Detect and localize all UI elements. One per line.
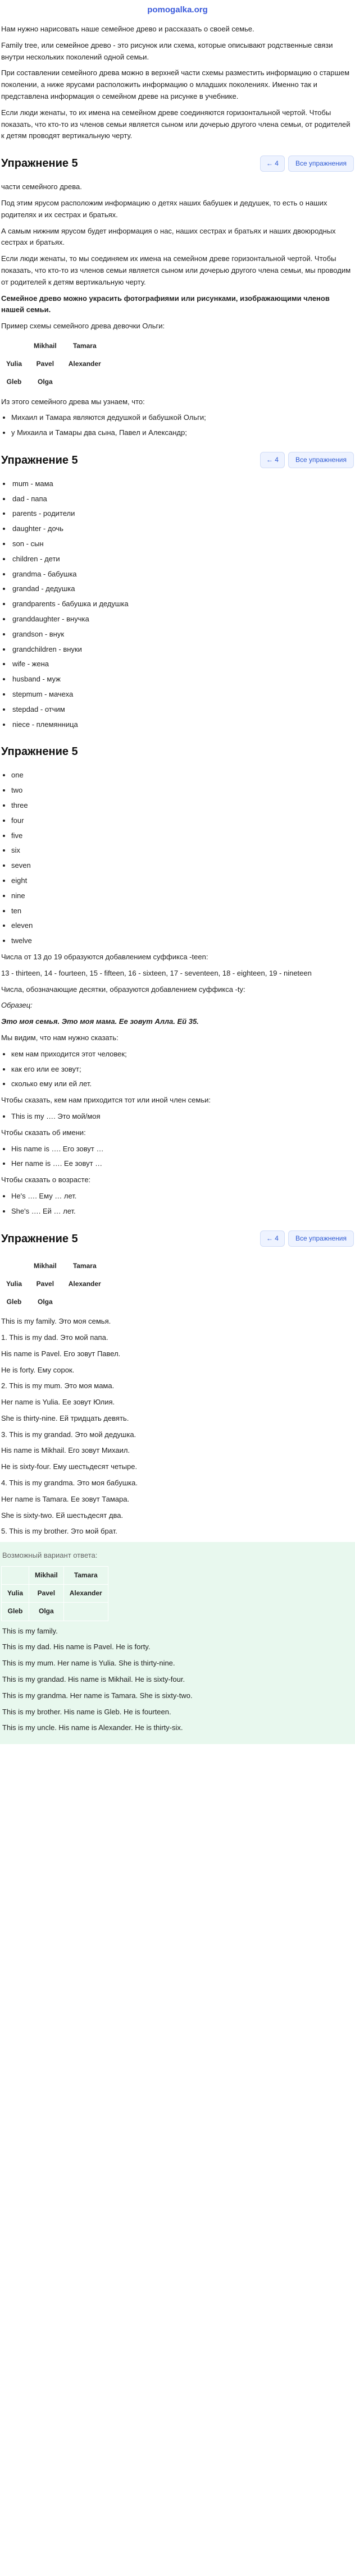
- number-item: • six: [11, 845, 355, 857]
- answer-label: Возможный вариант ответа:: [2, 1551, 98, 1560]
- list-item: • His name is …. Его зовут …: [11, 1143, 355, 1155]
- vocab-item: • stepmum - мачеха: [11, 689, 355, 701]
- number-item: • two: [11, 785, 355, 797]
- list-item: • Михаил и Тамара являются дедушкой и бабушкой Ольги;: [11, 412, 355, 424]
- all-exercises-button[interactable]: Все упражнения: [288, 1230, 354, 1247]
- number-item: • four: [11, 815, 355, 827]
- answer-line: This is my grandad. His name is Mikhail. He is sixty-four.: [2, 1675, 185, 1684]
- sample-label: Образец:: [1, 1001, 33, 1010]
- section-tools: [260, 452, 354, 468]
- family-line: Her name is Yulia. Ее зовут Юлия.: [1, 1398, 115, 1407]
- number-item: • eleven: [11, 920, 355, 932]
- family-line: 3. This is my grandad. Это мой дедушка.: [1, 1430, 136, 1439]
- answer-line: This is my uncle. His name is Alexander. He is thirty-six.: [2, 1723, 183, 1732]
- section-body: [0, 181, 355, 439]
- list-item: • This is my …. Это мой/моя: [11, 1111, 355, 1123]
- family-line: His name is Pavel. Его зовут Павел.: [1, 1349, 121, 1358]
- tree-cell: Yulia: [2, 1585, 29, 1603]
- age-label: Чтобы сказать о возрасте:: [1, 1175, 91, 1184]
- vocab-item: • daughter - дочь: [11, 523, 355, 535]
- all-exercises-button[interactable]: Все упражнения: [288, 155, 354, 172]
- vocab-item: • niece - племянница: [11, 719, 355, 731]
- section-header: [0, 738, 355, 765]
- number-item: • ten: [11, 905, 355, 917]
- tree-cell: Pavel: [28, 1275, 63, 1293]
- age-list: [0, 1191, 355, 1218]
- section-title: Упражнение 5: [1, 454, 78, 466]
- name-list: [0, 1143, 355, 1170]
- tree-cell: Alexander: [62, 355, 107, 373]
- site-logo[interactable]: pomogalka.org: [147, 5, 208, 15]
- family-line: He is forty. Ему сорок.: [1, 1365, 75, 1374]
- vocab-item: • wife - жена: [11, 658, 355, 670]
- section-tools: [260, 155, 354, 172]
- tree-cell-empty: [62, 373, 107, 391]
- learn-label: Из этого семейного древа мы узнаем, что:: [1, 397, 145, 406]
- answer-block: [0, 1542, 355, 1744]
- name-label: Чтобы сказать об имени:: [1, 1128, 86, 1137]
- tree-cell: Olga: [28, 1293, 63, 1311]
- list-item: • как его или ее зовут;: [11, 1064, 355, 1076]
- tree-cell-empty: [63, 1603, 108, 1621]
- tree-cell: Mikhail: [28, 1257, 63, 1275]
- tree-cell-empty: [62, 1293, 107, 1311]
- intro-paragraph: Family tree, или семейное древо - это рисунок или схема, которые описывают родственные связи внутри нескольких поколений одной семьи.: [1, 40, 333, 61]
- intro-block: [0, 24, 355, 142]
- example-label: Пример схемы семейного древа девочки Ольги:: [1, 322, 165, 331]
- teens-list: 13 - thirteen, 14 - fourteen, 15 - fifteen, 16 - sixteen, 17 - seventeen, 18 - eighteen, 19 - nineteen: [1, 968, 312, 977]
- vocab-item: • parents - родители: [11, 508, 355, 520]
- tree-cell: Gleb: [1, 373, 28, 391]
- family-line: She is thirty-nine. Ей тридцать девять.: [1, 1413, 129, 1422]
- vocab-list: [0, 478, 355, 731]
- who-label: Чтобы сказать, кем нам приходится тот или иной член семьи:: [1, 1096, 211, 1105]
- number-item: • nine: [11, 890, 355, 902]
- prev-exercise-button[interactable]: ← 4: [260, 452, 285, 468]
- list-item: • кем нам приходится этот человек;: [11, 1049, 355, 1060]
- number-item: • eight: [11, 875, 355, 887]
- header: [0, 0, 355, 19]
- tree-cell-empty: [2, 1567, 29, 1585]
- need-label: Мы видим, что нам нужно сказать:: [1, 1033, 119, 1042]
- tree-cell-empty: [1, 1257, 28, 1275]
- tree-cell-empty: [1, 337, 28, 355]
- paragraph: Если люди женаты, то мы соединяем их имена на семейном древе горизонтальной чертой. Чтобы показать, что кто-то из членов семьи является сыном или дочерью другого члена семьи, мы проводим от родителей к детям вертикальную черту.: [1, 254, 351, 286]
- number-item: • twelve: [11, 935, 355, 947]
- ty-note: Числа, обозначающие десятки, образуются добавлением суффикса -ty:: [1, 985, 245, 994]
- number-item: • one: [11, 770, 355, 781]
- intro-paragraph: Нам нужно нарисовать наше семейное древо и рассказать о своей семье.: [1, 25, 254, 33]
- number-item: • three: [11, 800, 355, 812]
- vocab-item: • grandma - бабушка: [11, 569, 355, 580]
- vocab-item: • husband - муж: [11, 674, 355, 685]
- number-item: • seven: [11, 860, 355, 872]
- tree-cell: Tamara: [62, 337, 107, 355]
- vocab-item: • children - дети: [11, 553, 355, 565]
- tree-cell: Alexander: [62, 1275, 107, 1293]
- family-line: 1. This is my dad. Это мой папа.: [1, 1333, 108, 1342]
- all-exercises-button[interactable]: Все упражнения: [288, 452, 354, 468]
- family-tree-table: [0, 1257, 107, 1312]
- prev-exercise-button[interactable]: ← 4: [260, 1230, 285, 1247]
- section-tools: [260, 1230, 354, 1247]
- answer-line: This is my mum. Her name is Yulia. She is thirty-nine.: [2, 1659, 175, 1668]
- vocab-item: • son - сын: [11, 538, 355, 550]
- list-item: • Her name is …. Ее зовут …: [11, 1158, 355, 1170]
- sample-text: Это моя семья. Это моя мама. Ее зовут Алла. Ей 35.: [1, 1017, 199, 1026]
- numbers-list: [0, 770, 355, 947]
- answer-line: This is my dad. His name is Pavel. He is forty.: [2, 1642, 151, 1651]
- family-line: He is sixty-four. Ему шестьдесят четыре.: [1, 1462, 138, 1471]
- family-lines: [0, 1332, 355, 1538]
- tree-cell: Olga: [29, 1603, 64, 1621]
- paragraph: А самым нижним ярусом будет информация о нас, наших сестрах и братьях и наших двоюродных сестрах и братьях.: [1, 226, 336, 247]
- intro-paragraph: При составлении семейного древа можно в верхней части схемы разместить информацию о старшем поколении, а ниже ярусами расположить информацию о младших поколениях. Именно так и представлена информация о семейном древе на рисунке в учебнике.: [1, 68, 350, 100]
- family-tree-table: [0, 337, 107, 392]
- learn-list: [0, 412, 355, 439]
- list-item: • сколько ему или ей лет.: [11, 1078, 355, 1090]
- tree-cell: Mikhail: [29, 1567, 64, 1585]
- tree-cell: Pavel: [28, 355, 63, 373]
- paragraph: Под этим ярусом расположим информацию о детях наших бабушек и дедушек, то есть о наших родителях и их сестрах и братьях.: [1, 198, 327, 219]
- vocab-item: • grandparents - бабушка и дедушка: [11, 598, 355, 610]
- vocab-item: • grandad - дедушка: [11, 583, 355, 595]
- vocab-item: • grandchildren - внуки: [11, 644, 355, 656]
- tree-cell: Pavel: [29, 1585, 64, 1603]
- tree-cell: Tamara: [62, 1257, 107, 1275]
- family-line: His name is Mikhail. Его зовут Михаил.: [1, 1446, 130, 1455]
- teen-note: Числа от 13 до 19 образуются добавлением суффикса -teen:: [1, 953, 208, 961]
- tree-cell: Gleb: [1, 1293, 28, 1311]
- family-intro: This is my family. Это моя семья.: [1, 1317, 111, 1326]
- vocab-item: • dad - папа: [11, 493, 355, 505]
- family-line: Her name is Tamara. Ее зовут Тамара.: [1, 1494, 130, 1503]
- family-line: 5. This is my brother. Это мой брат.: [1, 1527, 117, 1536]
- tree-cell: Yulia: [1, 355, 28, 373]
- list-item: • у Михаила и Тамары два сына, Павел и Александр;: [11, 427, 355, 439]
- vocab-item: • mum - мама: [11, 478, 355, 490]
- number-item: • five: [11, 830, 355, 842]
- tree-cell: Yulia: [1, 1275, 28, 1293]
- intro-paragraph: Если люди женаты, то их имена на семейном древе соединяются горизонтальной чертой. Чтобы показать, что кто-то из членов семьи является сыном или дочерью другого члена семьи, от родителей к детям проводят вертикальную черту.: [1, 108, 351, 140]
- section-title: Упражнение 5: [1, 745, 78, 758]
- family-line: 2. This is my mum. Это моя мама.: [1, 1381, 115, 1390]
- family-tree-table: [1, 1566, 108, 1621]
- vocab-item: • grandson - внук: [11, 629, 355, 640]
- answer-line: This is my grandma. Her name is Tamara. She is sixty-two.: [2, 1691, 193, 1700]
- answer-line: This is my family.: [2, 1626, 58, 1635]
- tree-cell: Alexander: [63, 1585, 108, 1603]
- section-header: [0, 447, 355, 474]
- need-list: [0, 1049, 355, 1090]
- list-item: • He's …. Ему … лет.: [11, 1191, 355, 1202]
- section-title: Упражнение 5: [1, 157, 78, 170]
- family-line: 4. This is my grandma. Это моя бабушка.: [1, 1479, 138, 1488]
- tree-cell: Olga: [28, 373, 63, 391]
- section-header: [0, 150, 355, 177]
- paragraph: части семейного древа.: [1, 182, 82, 191]
- vocab-item: • granddaughter - внучка: [11, 614, 355, 625]
- bold-paragraph: Семейное древо можно украсить фотографиями или рисунками, изображающими членов нашей семьи.: [1, 294, 330, 314]
- section-header: [0, 1225, 355, 1252]
- vocab-item: • stepdad - отчим: [11, 704, 355, 716]
- who-list: [0, 1111, 355, 1123]
- answer-line: This is my brother. His name is Gleb. He is fourteen.: [2, 1707, 171, 1716]
- tree-cell: Tamara: [63, 1567, 108, 1585]
- section-title: Упражнение 5: [1, 1232, 78, 1245]
- tree-cell: Gleb: [2, 1603, 29, 1621]
- prev-exercise-button[interactable]: ← 4: [260, 155, 285, 172]
- list-item: • She's …. Ей … лет.: [11, 1206, 355, 1218]
- family-line: She is sixty-two. Ей шестьдесят два.: [1, 1511, 124, 1520]
- tree-cell: Mikhail: [28, 337, 63, 355]
